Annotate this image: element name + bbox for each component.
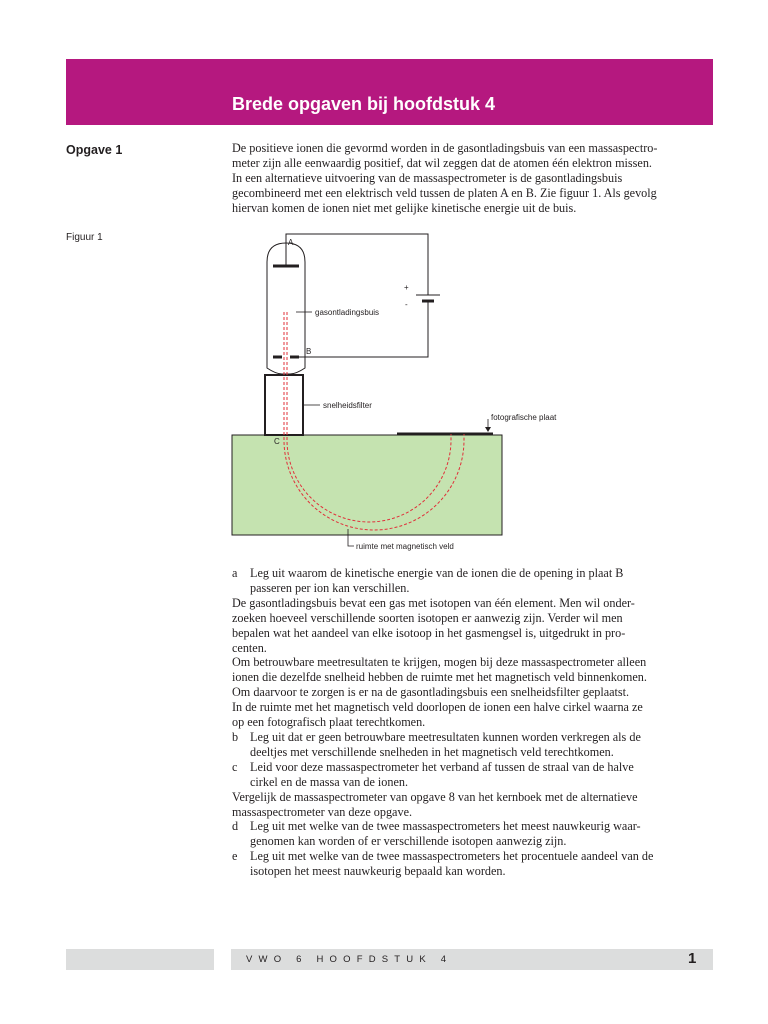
question-line: genomen kan worden of er verschillende isotopen aanwezig zijn. (250, 834, 567, 849)
question-c (232, 760, 712, 790)
body-line: bepalen wat het aandeel van elke isotoop in het gasmengsel is, uitgedrukt in pro- (232, 625, 626, 640)
plate-b-label: B (306, 347, 312, 356)
question-line: Leg uit dat er geen betrouwbare meetresultaten kunnen worden verkregen als de (250, 729, 641, 744)
question-line: cirkel en de massa van de ionen. (250, 774, 409, 789)
opgave-label: Opgave 1 (66, 143, 123, 157)
field-label: ruimte met magnetisch veld (356, 542, 454, 551)
body-line: In de ruimte met het magnetisch veld doorlopen de ionen een halve cirkel waarna ze (232, 700, 643, 715)
intro-line: De positieve ionen die gevormd worden in de gasontladingsbuis van een massaspectro- (232, 141, 658, 155)
intro-line: hiervan komen de ionen niet met gelijke kinetische energie uit de buis. (232, 200, 577, 215)
intro-line: In een alternatieve uitvoering van de massaspectrometer is de gasontladingsbuis (232, 170, 623, 185)
body-line: zoeken hoeveel verschillende soorten isotopen er aanwezig zijn. Verder wil men (232, 610, 623, 625)
intro-line: meter zijn alle eenwaardig positief, dat wil zeggen dat de atomen één elektron missen. (232, 155, 652, 170)
body-line: De gasontladingsbuis bevat een gas met isotopen van één element. Men wil onder- (232, 595, 635, 610)
question-d (232, 819, 712, 849)
question-a (232, 566, 712, 596)
question-line: Leg uit waarom de kinetische energie van de ionen die de opening in plaat B (250, 566, 624, 580)
minus-sign: - (405, 300, 408, 309)
body-line: ionen die dezelfde snelheid hebben de ruimte met het magnetisch veld binnenkomen. (232, 670, 647, 685)
header-bar (66, 59, 713, 125)
questions-section (232, 566, 712, 879)
body-line: Vergelijk de massaspectrometer van opgave 8 van het kernboek met de alternatieve (232, 789, 638, 804)
filter-label: snelheidsfilter (323, 401, 372, 410)
page-number: 1 (688, 950, 697, 967)
body-line: Om daarvoor te zorgen is er na de gasontladingsbuis een snelheidsfilter geplaatst. (232, 685, 630, 700)
mass-spectrometer-figure (230, 228, 557, 558)
body-line: massaspectrometer van deze opgave. (232, 804, 413, 819)
body-line: centen. (232, 640, 267, 655)
question-line: isotopen het meest nauwkeurig bepaald kan worden. (250, 864, 506, 879)
question-line: Leid voor deze massaspectrometer het verband af tussen de straal van de halve (250, 759, 634, 774)
point-c-label: C (274, 437, 280, 446)
page-title: Brede opgaven bij hoofdstuk 4 (232, 94, 496, 114)
question-line: passeren per ion kan verschillen. (250, 580, 410, 595)
question-letter: d (232, 819, 239, 834)
magnetic-field-region (232, 435, 502, 535)
plate-a-label: A (288, 238, 294, 247)
question-letter: e (232, 849, 238, 864)
intro-paragraph (232, 141, 712, 216)
footer-bar-left (66, 949, 214, 970)
question-letter: b (232, 729, 239, 744)
footer-running-title: VWO 6 HOOFDSTUK 4 (246, 954, 453, 965)
question-letter: a (232, 566, 238, 580)
plate-leader-arrow (485, 427, 491, 432)
question-line: Leg uit met welke van de twee massaspectrometers het procentuele aandeel van de (250, 849, 654, 864)
question-line: Leg uit met welke van de twee massaspectrometers het meest nauwkeurig waar- (250, 819, 641, 834)
body-line: Om betrouwbare meetresultaten te krijgen, mogen bij deze massaspectrometer alleen (232, 655, 647, 670)
question-b (232, 730, 712, 760)
question-line: deeltjes met verschillende snelheden in het magnetisch veld terechtkomen. (250, 744, 614, 759)
question-letter: c (232, 759, 238, 774)
plus-sign: + (404, 283, 409, 292)
plate-label: fotografische plaat (491, 413, 557, 422)
question-e (232, 849, 712, 879)
tube-label: gasontladingsbuis (315, 308, 380, 317)
figuur-label: Figuur 1 (66, 232, 103, 243)
intro-line: gecombineerd met een elektrisch veld tussen de platen A en B. Zie figuur 1. Als gevolg (232, 185, 657, 200)
body-line: op een fotografisch plaat terechtkomen. (232, 715, 426, 730)
